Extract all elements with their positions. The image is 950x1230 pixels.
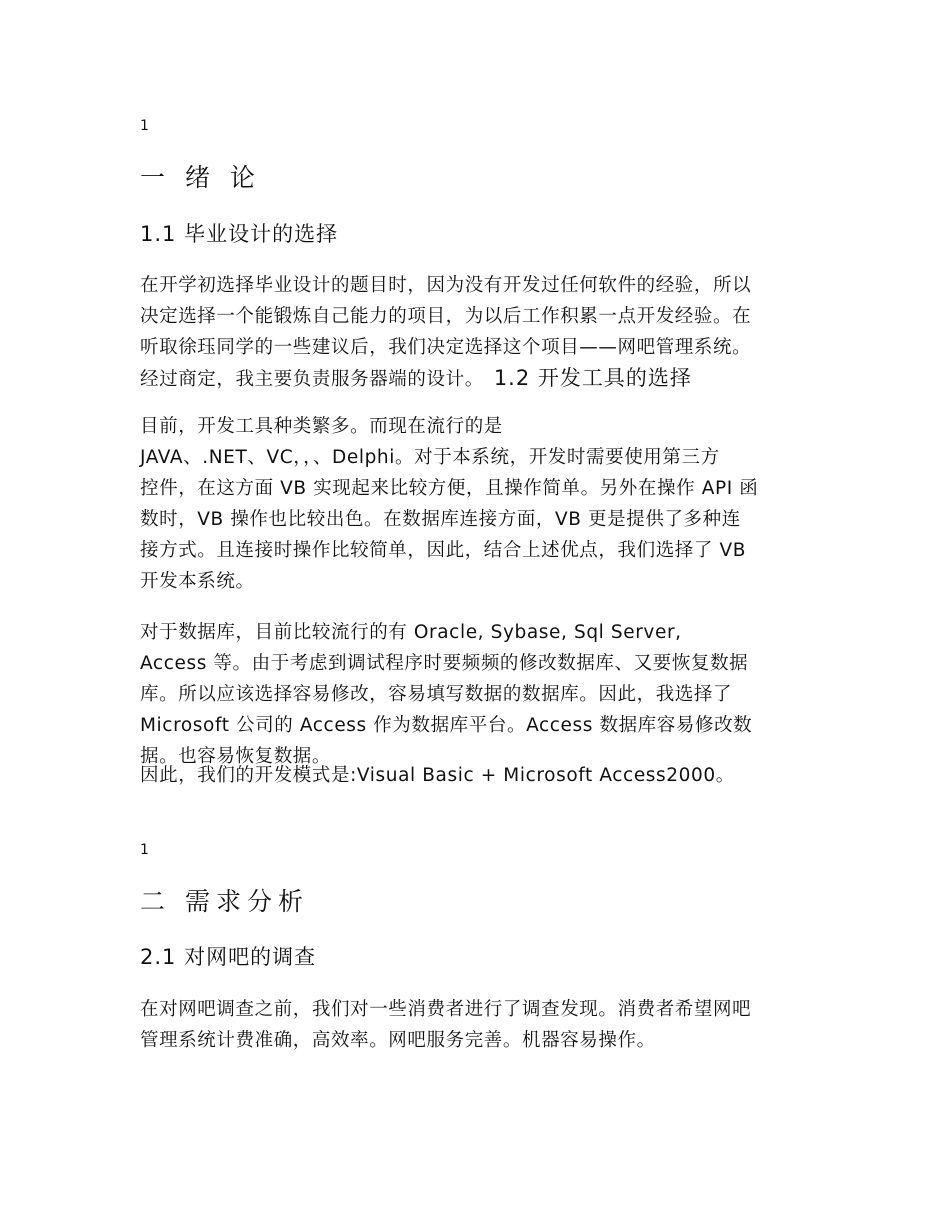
chapter-title: 二 需求分析 [140, 887, 309, 916]
paragraph [140, 411, 815, 597]
paragraph-line: 接方式。且连接时操作比较简单，因此，结合上述优点，我们选择了 VB [140, 540, 747, 561]
paragraph-line: 决定选择一个能锻炼自己能力的项目，为以后工作积累一点开发经验。在 [140, 306, 752, 327]
section-title: 1.1 毕业设计的选择 [140, 222, 339, 246]
paragraph-line: 库。所以应该选择容易修改，容易填写数据的数据库。因此，我选择了 [140, 684, 733, 705]
paragraph-line: 在对网吧调查之前，我们对一些消费者进行了调查发现。消费者希望网吧 [140, 999, 752, 1020]
paragraph-line: JAVA、.NET、VC，，、Delphi。对于本系统，开发时需要使用第三方 [140, 447, 720, 468]
paragraph-line: 听取徐珏同学的一些建议后，我们决定选择这个项目——网吧管理系统。 [140, 337, 752, 358]
paragraph-line: 因此，我们的开发模式是:Visual Basic + Microsoft Access2000。 [140, 765, 735, 786]
paragraph-line: 经过商定，我主要负责服务器端的设计。 [140, 369, 484, 390]
paragraph-line: 控件，在这方面 VB 实现起来比较方便，且操作简单。另外在操作 API 函 [140, 478, 759, 499]
paragraph [140, 994, 815, 1056]
paragraph-line: 在开学初选择毕业设计的题目时，因为没有开发过任何软件的经验，所以 [140, 275, 752, 296]
paragraph-line: 数时，VB 操作也比较出色。在数据库连接方面，VB 更是提供了多种连 [140, 509, 741, 530]
chapter-title: 一 绪 论 [140, 163, 261, 192]
paragraph-line: 开发本系统。 [140, 571, 255, 592]
section-title: 2.1 对网吧的调查 [140, 945, 317, 969]
paragraph-line: Microsoft 公司的 Access 作为数据库平台。Access 数据库容易修改数 [140, 715, 753, 736]
paragraph [140, 760, 815, 791]
page-number: 1 [140, 118, 149, 134]
paragraph-line: 据。也容易恢复数据。 [140, 746, 332, 767]
section-title: 1.2 开发工具的选择 [493, 366, 692, 390]
paragraph [140, 270, 815, 395]
page-number: 1 [140, 842, 149, 858]
paragraph-line: 管理系统计费准确，高效率。网吧服务完善。机器容易操作。 [140, 1030, 656, 1051]
paragraph-line: Access 等。由于考虑到调试程序时要频频的修改数据库、又要恢复数据 [140, 653, 749, 674]
paragraph-line: 目前，开发工具种类繁多。而现在流行的是 [140, 416, 503, 437]
paragraph-line-with-heading [140, 363, 815, 395]
paragraph [140, 617, 815, 772]
paragraph-line: 对于数据库，目前比较流行的有 Oracle, Sybase, Sql Server, [140, 622, 682, 643]
